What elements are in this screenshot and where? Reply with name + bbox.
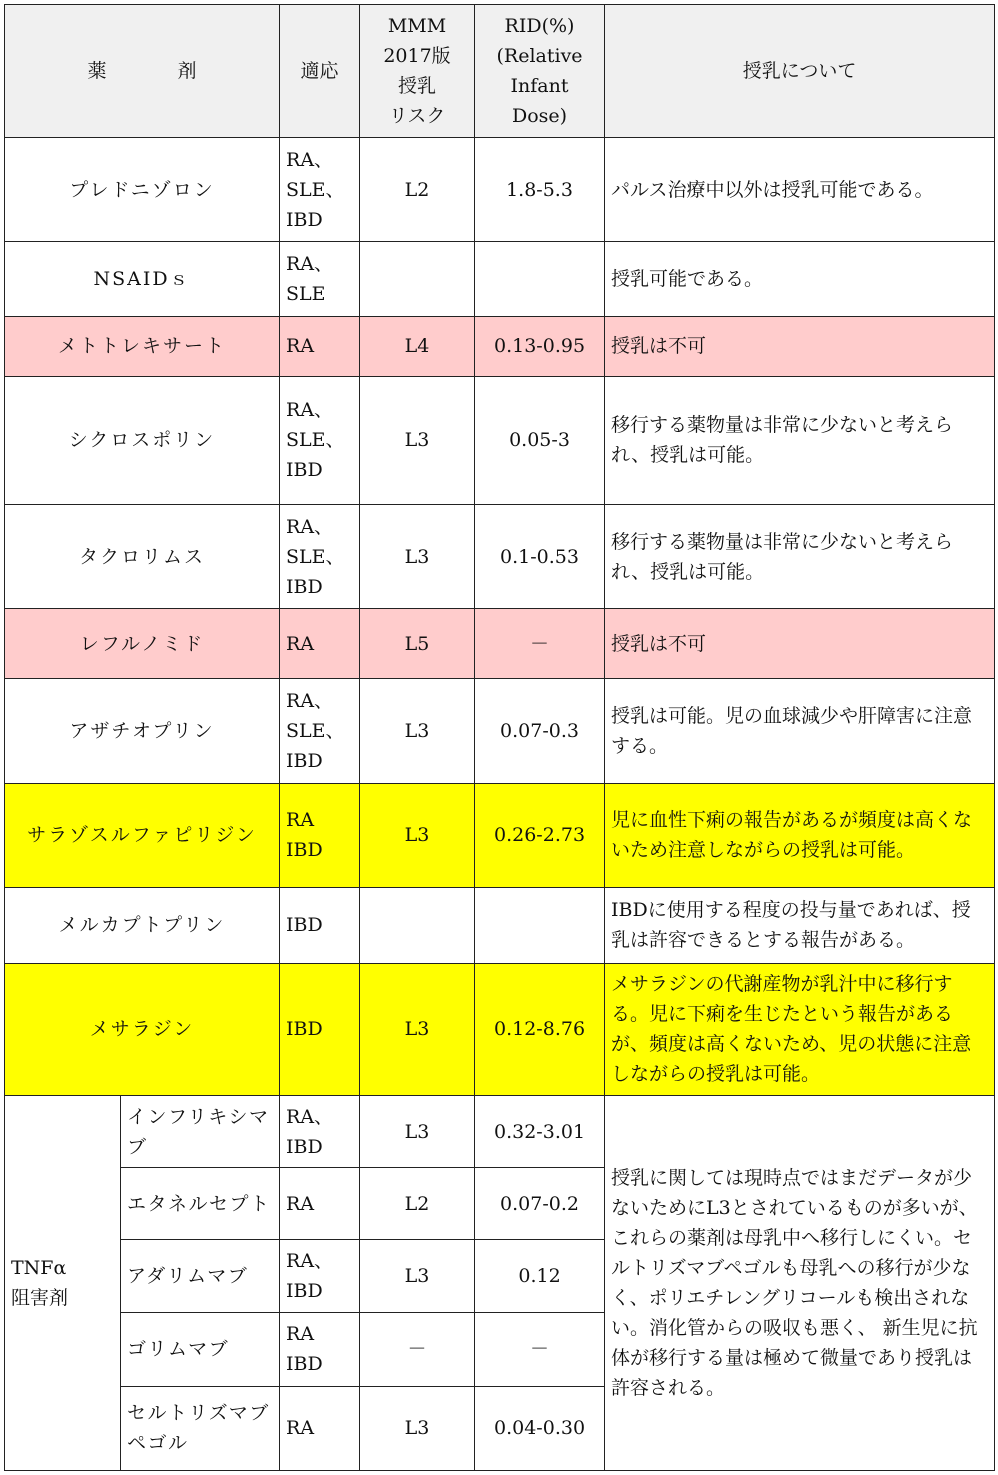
drug-name: セルトリズマブペゴル [121, 1386, 280, 1470]
indication: RA [280, 1386, 360, 1470]
breastfeeding-note: IBDに使用する程度の投与量であれば、授乳は許容できるとする報告がある。 [605, 887, 995, 963]
drug-name: NSAIDｓ [5, 242, 280, 316]
mmm-risk: L2 [360, 138, 475, 242]
breastfeeding-note: 授乳可能である。 [605, 242, 995, 316]
indication: RA [280, 1168, 360, 1240]
table-header-row [5, 5, 995, 138]
indication: RA、 IBD [280, 1096, 360, 1168]
rid-value: 0.1-0.53 [475, 504, 605, 608]
drug-name: シクロスポリン [5, 376, 280, 504]
header-drug: 薬 剤 [5, 5, 280, 138]
table-row [5, 504, 995, 608]
mmm-risk: L5 [360, 609, 475, 679]
drug-name: アザチオプリン [5, 679, 280, 783]
mmm-risk: L2 [360, 1168, 475, 1240]
indication: RA IBD [280, 783, 360, 887]
breastfeeding-note: 児に血性下痢の報告があるが頻度は高くないため注意しながらの授乳は可能。 [605, 783, 995, 887]
tnf-group-label: TNFα 阻害剤 [5, 1096, 121, 1471]
rid-value: 0.13-0.95 [475, 316, 605, 376]
mmm-risk: L3 [360, 963, 475, 1095]
indication: RA IBD [280, 1312, 360, 1386]
drug-name: ゴリムマブ [121, 1312, 280, 1386]
mmm-risk: L3 [360, 783, 475, 887]
indication: RA、 SLE、 IBD [280, 504, 360, 608]
header-rid: RID(%) (Relative Infant Dose) [475, 5, 605, 138]
mmm-risk: L3 [360, 376, 475, 504]
rid-value: 0.12 [475, 1240, 605, 1312]
rid-value: 0.07-0.2 [475, 1168, 605, 1240]
rid-value: 1.8-5.3 [475, 138, 605, 242]
breastfeeding-note: 授乳は可能。児の血球減少や肝障害に注意する。 [605, 679, 995, 783]
rid-value: 0.12-8.76 [475, 963, 605, 1095]
rid-value: 0.32-3.01 [475, 1096, 605, 1168]
drug-name: メサラジン [5, 963, 280, 1095]
table-row [5, 376, 995, 504]
header-indication: 適応 [280, 5, 360, 138]
mmm-risk: L3 [360, 679, 475, 783]
table-row [5, 138, 995, 242]
rid-value: 0.26-2.73 [475, 783, 605, 887]
rid-value [475, 887, 605, 963]
mmm-risk: － [360, 1312, 475, 1386]
drug-name: メトトレキサート [5, 316, 280, 376]
drug-name: タクロリムス [5, 504, 280, 608]
indication: RA、 SLE、 IBD [280, 376, 360, 504]
indication: RA、 SLE、 IBD [280, 679, 360, 783]
drug-name: サラゾスルファピリジン [5, 783, 280, 887]
mmm-risk: L3 [360, 1386, 475, 1470]
rid-value [475, 242, 605, 316]
header-mmm-risk: MMM 2017版 授乳 リスク [360, 5, 475, 138]
mmm-risk: L3 [360, 1096, 475, 1168]
indication: IBD [280, 963, 360, 1095]
indication: IBD [280, 887, 360, 963]
indication: RA [280, 609, 360, 679]
drug-name: プレドニゾロン [5, 138, 280, 242]
table-row [5, 242, 995, 316]
table-row [5, 1096, 995, 1168]
breastfeeding-note: 授乳は不可 [605, 609, 995, 679]
drug-breastfeeding-table [4, 4, 995, 1471]
rid-value: － [475, 609, 605, 679]
indication: RA、 SLE、 IBD [280, 138, 360, 242]
table-row [5, 609, 995, 679]
drug-name: アダリムマブ [121, 1240, 280, 1312]
table-row [5, 316, 995, 376]
indication: RA、 SLE [280, 242, 360, 316]
rid-value: 0.07-0.3 [475, 679, 605, 783]
table-row [5, 963, 995, 1095]
drug-name: エタネルセプト [121, 1168, 280, 1240]
table-row [5, 783, 995, 887]
breastfeeding-note: 移行する薬物量は非常に少ないと考えられ、授乳は可能。 [605, 376, 995, 504]
header-breastfeeding: 授乳について [605, 5, 995, 138]
breastfeeding-note: メサラジンの代謝産物が乳汁中に移行する。児に下痢を生じたという報告があるが、頻度は高くないため、児の状態に注意しながらの授乳は可能。 [605, 963, 995, 1095]
table-row [5, 887, 995, 963]
mmm-risk: L3 [360, 504, 475, 608]
table-row [5, 679, 995, 783]
mmm-risk: L4 [360, 316, 475, 376]
indication: RA、 IBD [280, 1240, 360, 1312]
mmm-risk [360, 887, 475, 963]
drug-name: レフルノミド [5, 609, 280, 679]
rid-value: 0.05-3 [475, 376, 605, 504]
rid-value: 0.04-0.30 [475, 1386, 605, 1470]
indication: RA [280, 316, 360, 376]
drug-name: インフリキシマブ [121, 1096, 280, 1168]
breastfeeding-note: パルス治療中以外は授乳可能である。 [605, 138, 995, 242]
rid-value: － [475, 1312, 605, 1386]
mmm-risk: L3 [360, 1240, 475, 1312]
breastfeeding-note: 移行する薬物量は非常に少ないと考えられ、授乳は可能。 [605, 504, 995, 608]
mmm-risk [360, 242, 475, 316]
tnf-breastfeeding-note: 授乳に関しては現時点ではまだデータが少ないためにL3とされているものが多いが、これらの薬剤は母乳中へ移行しにくい。セルトリズマブペゴルも母乳への移行が少なく、ポリエチレングリコールも検出されない。消化管からの吸収も悪く、 新生児に抗体が移行する量は極めて微量であり授乳は許容される。 [605, 1096, 995, 1471]
breastfeeding-note: 授乳は不可 [605, 316, 995, 376]
drug-name: メルカプトプリン [5, 887, 280, 963]
